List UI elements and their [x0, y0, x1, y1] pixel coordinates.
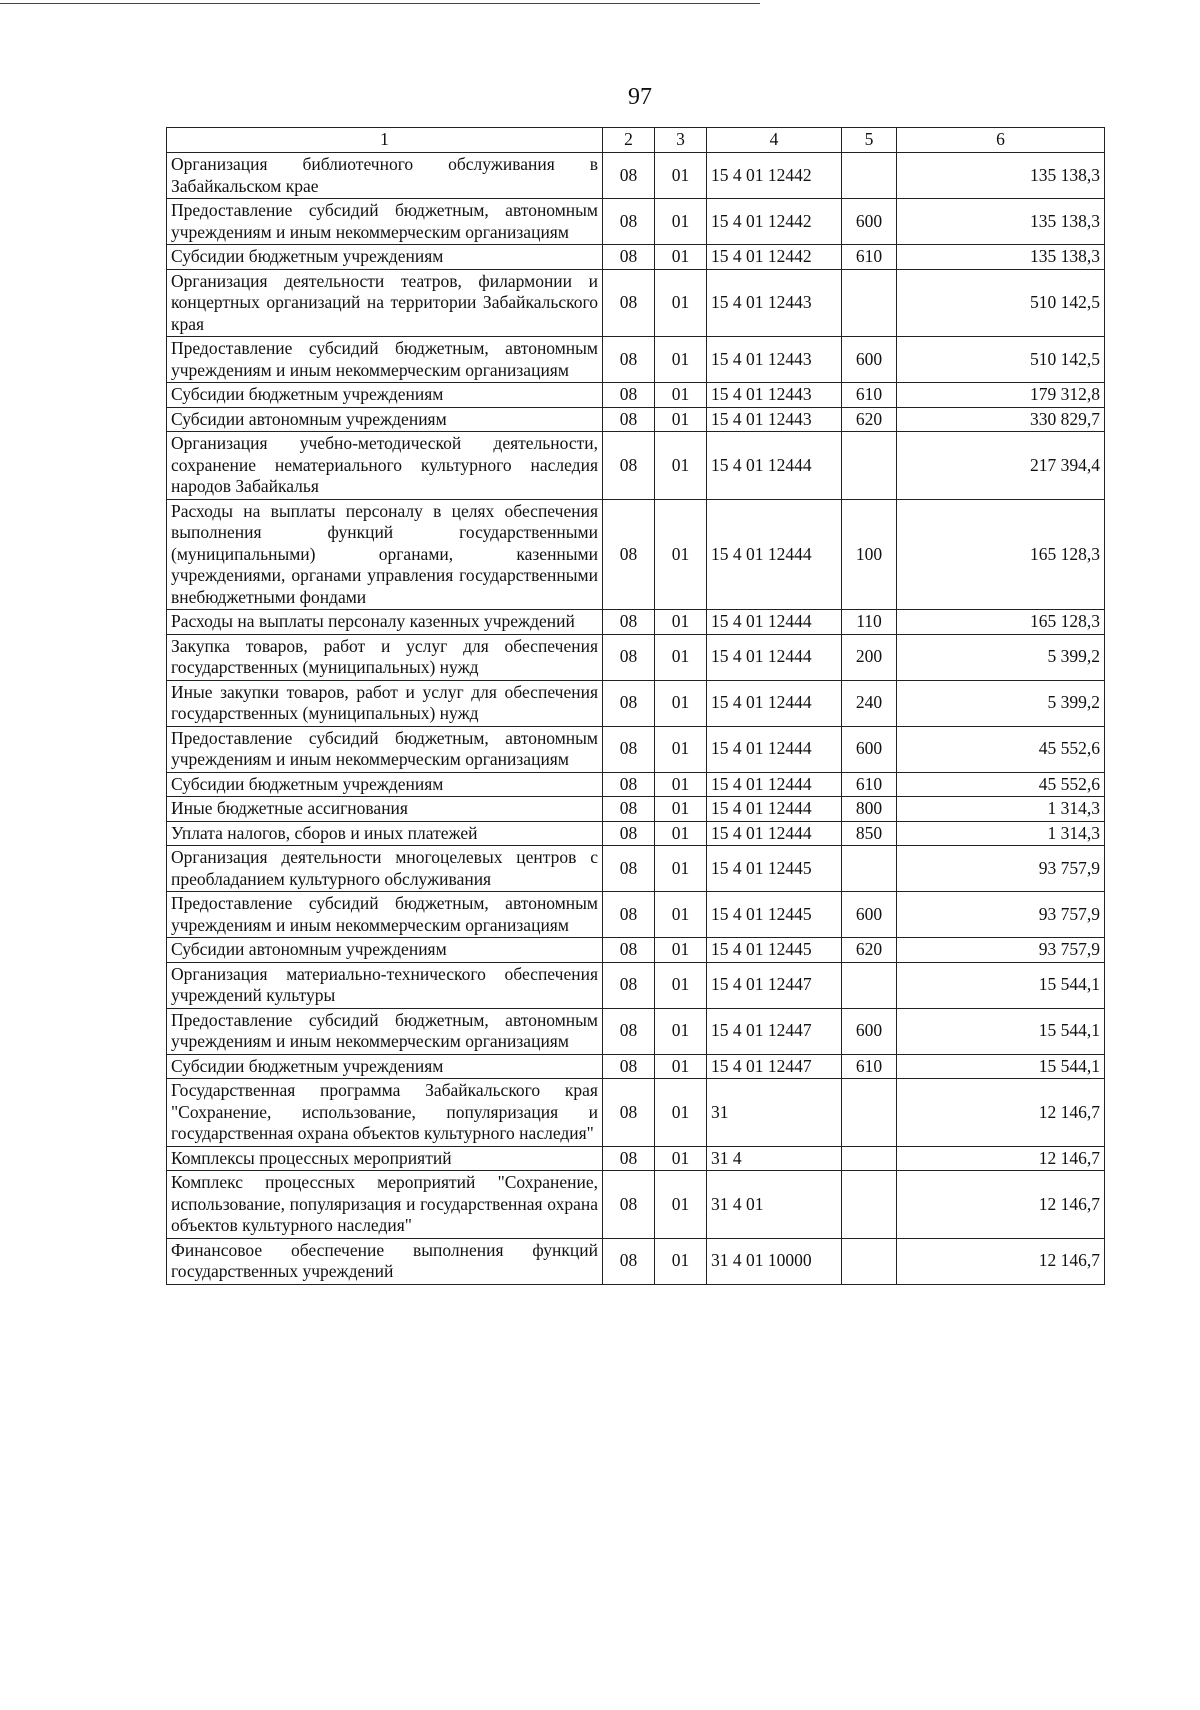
- row-target-article-code: 15 4 01 12444: [707, 610, 842, 635]
- row-name: Субсидии бюджетным учреждениям: [167, 245, 603, 270]
- col-header-2: 2: [603, 128, 655, 153]
- row-expense-type-code: 610: [842, 245, 897, 270]
- row-subsection-code: 01: [655, 499, 707, 610]
- table-header: [167, 128, 1105, 153]
- row-section-code: 08: [603, 153, 655, 199]
- row-subsection-code: 01: [655, 432, 707, 500]
- row-subsection-code: 01: [655, 634, 707, 680]
- row-section-code: 08: [603, 892, 655, 938]
- row-section-code: 08: [603, 199, 655, 245]
- row-subsection-code: 01: [655, 269, 707, 337]
- row-amount: 1 314,3: [897, 821, 1105, 846]
- row-subsection-code: 01: [655, 772, 707, 797]
- row-expense-type-code: 600: [842, 892, 897, 938]
- row-subsection-code: 01: [655, 1171, 707, 1239]
- row-section-code: 08: [603, 938, 655, 963]
- row-expense-type-code: 620: [842, 407, 897, 432]
- row-section-code: 08: [603, 821, 655, 846]
- row-expense-type-code: 850: [842, 821, 897, 846]
- table-row: [167, 1008, 1105, 1054]
- table-row: [167, 499, 1105, 610]
- scan-top-edge-line: [0, 3, 760, 4]
- row-section-code: 08: [603, 245, 655, 270]
- row-subsection-code: 01: [655, 962, 707, 1008]
- row-name: Предоставление субсидий бюджетным, автономным учреждениям и иным некоммерческим организациям: [167, 1008, 603, 1054]
- row-expense-type-code: 610: [842, 383, 897, 408]
- row-section-code: 08: [603, 499, 655, 610]
- row-target-article-code: 15 4 01 12447: [707, 1054, 842, 1079]
- row-name: Финансовое обеспечение выполнения функций государственных учреждений: [167, 1238, 603, 1284]
- row-subsection-code: 01: [655, 938, 707, 963]
- row-subsection-code: 01: [655, 797, 707, 822]
- row-amount: 179 312,8: [897, 383, 1105, 408]
- row-target-article-code: 31 4: [707, 1146, 842, 1171]
- table-row: [167, 892, 1105, 938]
- row-target-article-code: 15 4 01 12443: [707, 383, 842, 408]
- row-section-code: 08: [603, 1171, 655, 1239]
- row-expense-type-code: 600: [842, 726, 897, 772]
- row-section-code: 08: [603, 772, 655, 797]
- row-target-article-code: 15 4 01 12443: [707, 407, 842, 432]
- table-row: [167, 846, 1105, 892]
- row-target-article-code: 15 4 01 12444: [707, 797, 842, 822]
- row-name: Иные закупки товаров, работ и услуг для обеспечения государственных (муниципальных) нужд: [167, 680, 603, 726]
- row-name: Организация материально-технического обеспечения учреждений культуры: [167, 962, 603, 1008]
- col-header-5: 5: [842, 128, 897, 153]
- row-amount: 93 757,9: [897, 892, 1105, 938]
- row-name: Закупка товаров, работ и услуг для обеспечения государственных (муниципальных) нужд: [167, 634, 603, 680]
- row-amount: 165 128,3: [897, 610, 1105, 635]
- row-subsection-code: 01: [655, 407, 707, 432]
- row-amount: 135 138,3: [897, 245, 1105, 270]
- row-name: Расходы на выплаты персоналу казенных учреждений: [167, 610, 603, 635]
- row-subsection-code: 01: [655, 199, 707, 245]
- row-name: Государственная программа Забайкальского края "Сохранение, использование, популяризация и государственная охрана объектов культурного наследия": [167, 1079, 603, 1147]
- row-name: Организация учебно-методической деятельности, сохранение нематериального культурного наследия народов Забайкалья: [167, 432, 603, 500]
- row-expense-type-code: 620: [842, 938, 897, 963]
- row-name: Субсидии бюджетным учреждениям: [167, 383, 603, 408]
- row-section-code: 08: [603, 337, 655, 383]
- table-row: [167, 772, 1105, 797]
- row-subsection-code: 01: [655, 245, 707, 270]
- row-amount: 93 757,9: [897, 846, 1105, 892]
- row-subsection-code: 01: [655, 821, 707, 846]
- row-subsection-code: 01: [655, 1079, 707, 1147]
- table-row: [167, 337, 1105, 383]
- row-expense-type-code: 800: [842, 797, 897, 822]
- row-name: Субсидии бюджетным учреждениям: [167, 772, 603, 797]
- row-amount: 93 757,9: [897, 938, 1105, 963]
- row-target-article-code: 31: [707, 1079, 842, 1147]
- row-name: Организация деятельности многоцелевых центров с преобладанием культурного обслуживания: [167, 846, 603, 892]
- table-row: [167, 1146, 1105, 1171]
- row-name: Комплекс процессных мероприятий "Сохранение, использование, популяризация и государственная охрана объектов культурного наследия": [167, 1171, 603, 1239]
- row-name: Предоставление субсидий бюджетным, автономным учреждениям и иным некоммерческим организациям: [167, 337, 603, 383]
- table-row: [167, 383, 1105, 408]
- row-section-code: 08: [603, 383, 655, 408]
- row-target-article-code: 15 4 01 12444: [707, 432, 842, 500]
- header-row: [167, 128, 1105, 153]
- row-target-article-code: 15 4 01 12445: [707, 892, 842, 938]
- row-expense-type-code: 610: [842, 1054, 897, 1079]
- row-name: Расходы на выплаты персоналу в целях обеспечения выполнения функций государственными (муниципальными) органами, казенными учреждениями, органами управления государственными внебюджетными фондами: [167, 499, 603, 610]
- row-expense-type-code: 610: [842, 772, 897, 797]
- row-amount: 217 394,4: [897, 432, 1105, 500]
- row-expense-type-code: [842, 432, 897, 500]
- row-expense-type-code: 600: [842, 199, 897, 245]
- row-name: Предоставление субсидий бюджетным, автономным учреждениям и иным некоммерческим организациям: [167, 726, 603, 772]
- col-header-3: 3: [655, 128, 707, 153]
- row-expense-type-code: [842, 1171, 897, 1239]
- row-expense-type-code: [842, 1146, 897, 1171]
- table-row: [167, 199, 1105, 245]
- table-row: [167, 821, 1105, 846]
- row-section-code: 08: [603, 1146, 655, 1171]
- col-header-4: 4: [707, 128, 842, 153]
- table-row: [167, 1054, 1105, 1079]
- row-expense-type-code: 600: [842, 337, 897, 383]
- row-subsection-code: 01: [655, 1238, 707, 1284]
- row-subsection-code: 01: [655, 153, 707, 199]
- row-section-code: 08: [603, 269, 655, 337]
- row-expense-type-code: 240: [842, 680, 897, 726]
- table-row: [167, 153, 1105, 199]
- row-amount: 15 544,1: [897, 1054, 1105, 1079]
- row-target-article-code: 15 4 01 12447: [707, 962, 842, 1008]
- row-subsection-code: 01: [655, 1008, 707, 1054]
- row-amount: 45 552,6: [897, 772, 1105, 797]
- row-section-code: 08: [603, 610, 655, 635]
- table-row: [167, 938, 1105, 963]
- row-section-code: 08: [603, 680, 655, 726]
- row-section-code: 08: [603, 846, 655, 892]
- row-expense-type-code: [842, 1238, 897, 1284]
- row-amount: 135 138,3: [897, 153, 1105, 199]
- col-header-6: 6: [897, 128, 1105, 153]
- row-amount: 12 146,7: [897, 1171, 1105, 1239]
- row-amount: 510 142,5: [897, 337, 1105, 383]
- row-subsection-code: 01: [655, 726, 707, 772]
- row-amount: 12 146,7: [897, 1238, 1105, 1284]
- row-name: Иные бюджетные ассигнования: [167, 797, 603, 822]
- row-name: Субсидии автономным учреждениям: [167, 407, 603, 432]
- row-section-code: 08: [603, 1054, 655, 1079]
- row-name: Организация библиотечного обслуживания в Забайкальском крае: [167, 153, 603, 199]
- row-target-article-code: 15 4 01 12444: [707, 821, 842, 846]
- row-subsection-code: 01: [655, 680, 707, 726]
- table-row: [167, 680, 1105, 726]
- row-amount: 15 544,1: [897, 1008, 1105, 1054]
- row-target-article-code: 15 4 01 12444: [707, 726, 842, 772]
- table-row: [167, 962, 1105, 1008]
- row-section-code: 08: [603, 1238, 655, 1284]
- row-target-article-code: 15 4 01 12442: [707, 199, 842, 245]
- row-section-code: 08: [603, 1079, 655, 1147]
- row-target-article-code: 15 4 01 12445: [707, 938, 842, 963]
- row-target-article-code: 15 4 01 12442: [707, 245, 842, 270]
- row-name: Предоставление субсидий бюджетным, автономным учреждениям и иным некоммерческим организациям: [167, 892, 603, 938]
- row-subsection-code: 01: [655, 1054, 707, 1079]
- row-name: Комплексы процессных мероприятий: [167, 1146, 603, 1171]
- row-expense-type-code: 600: [842, 1008, 897, 1054]
- row-section-code: 08: [603, 407, 655, 432]
- row-target-article-code: 15 4 01 12444: [707, 772, 842, 797]
- row-amount: 5 399,2: [897, 634, 1105, 680]
- row-target-article-code: 15 4 01 12443: [707, 269, 842, 337]
- row-target-article-code: 15 4 01 12442: [707, 153, 842, 199]
- row-subsection-code: 01: [655, 1146, 707, 1171]
- table-row: [167, 1079, 1105, 1147]
- table-row: [167, 1171, 1105, 1239]
- row-subsection-code: 01: [655, 892, 707, 938]
- row-subsection-code: 01: [655, 610, 707, 635]
- table-row: [167, 432, 1105, 500]
- row-subsection-code: 01: [655, 337, 707, 383]
- row-subsection-code: 01: [655, 846, 707, 892]
- table-row: [167, 726, 1105, 772]
- row-expense-type-code: [842, 153, 897, 199]
- table-row: [167, 1238, 1105, 1284]
- row-expense-type-code: 200: [842, 634, 897, 680]
- row-name: Субсидии автономным учреждениям: [167, 938, 603, 963]
- table-row: [167, 634, 1105, 680]
- row-name: Уплата налогов, сборов и иных платежей: [167, 821, 603, 846]
- row-target-article-code: 31 4 01 10000: [707, 1238, 842, 1284]
- row-amount: 330 829,7: [897, 407, 1105, 432]
- row-expense-type-code: [842, 846, 897, 892]
- row-amount: 12 146,7: [897, 1079, 1105, 1147]
- page-number: 97: [628, 84, 652, 110]
- row-section-code: 08: [603, 432, 655, 500]
- row-amount: 1 314,3: [897, 797, 1105, 822]
- row-target-article-code: 15 4 01 12444: [707, 499, 842, 610]
- row-target-article-code: 15 4 01 12445: [707, 846, 842, 892]
- row-section-code: 08: [603, 797, 655, 822]
- row-amount: 45 552,6: [897, 726, 1105, 772]
- row-section-code: 08: [603, 634, 655, 680]
- table-row: [167, 797, 1105, 822]
- row-name: Организация деятельности театров, филармонии и концертных организаций на территории Забайкальского края: [167, 269, 603, 337]
- row-amount: 5 399,2: [897, 680, 1105, 726]
- row-amount: 12 146,7: [897, 1146, 1105, 1171]
- row-target-article-code: 15 4 01 12443: [707, 337, 842, 383]
- row-name: Предоставление субсидий бюджетным, автономным учреждениям и иным некоммерческим организациям: [167, 199, 603, 245]
- table-row: [167, 269, 1105, 337]
- row-amount: 15 544,1: [897, 962, 1105, 1008]
- row-expense-type-code: 110: [842, 610, 897, 635]
- row-name: Субсидии бюджетным учреждениям: [167, 1054, 603, 1079]
- row-amount: 510 142,5: [897, 269, 1105, 337]
- row-amount: 135 138,3: [897, 199, 1105, 245]
- table-row: [167, 407, 1105, 432]
- table-row: [167, 245, 1105, 270]
- table-row: [167, 610, 1105, 635]
- row-expense-type-code: [842, 962, 897, 1008]
- row-subsection-code: 01: [655, 383, 707, 408]
- row-expense-type-code: [842, 269, 897, 337]
- row-target-article-code: 15 4 01 12444: [707, 634, 842, 680]
- row-target-article-code: 15 4 01 12444: [707, 680, 842, 726]
- row-expense-type-code: 100: [842, 499, 897, 610]
- col-header-1: 1: [167, 128, 603, 153]
- row-section-code: 08: [603, 962, 655, 1008]
- row-section-code: 08: [603, 1008, 655, 1054]
- row-expense-type-code: [842, 1079, 897, 1147]
- budget-table: [166, 127, 1105, 1285]
- row-section-code: 08: [603, 726, 655, 772]
- table-body: [167, 153, 1105, 1285]
- row-target-article-code: 15 4 01 12447: [707, 1008, 842, 1054]
- row-target-article-code: 31 4 01: [707, 1171, 842, 1239]
- row-amount: 165 128,3: [897, 499, 1105, 610]
